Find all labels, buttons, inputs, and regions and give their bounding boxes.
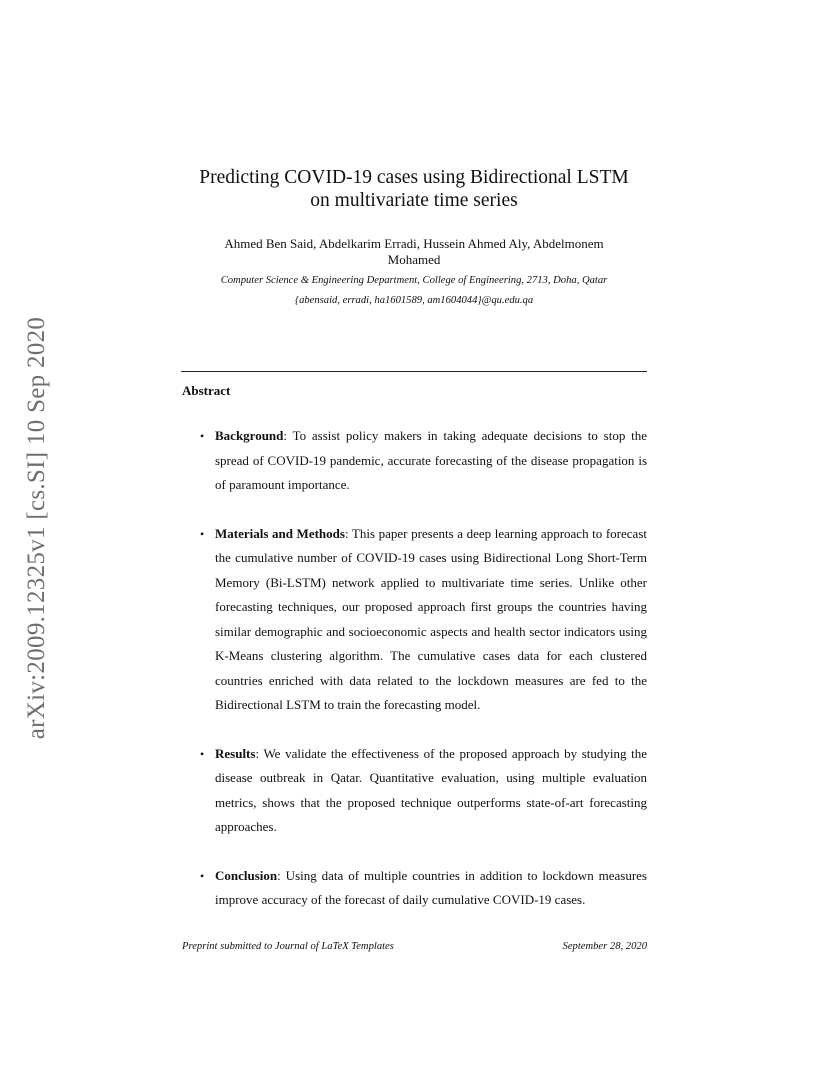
- authors-line-1: Ahmed Ben Said, Abdelkarim Erradi, Hussein Ahmed Aly, Abdelmonem: [224, 236, 604, 251]
- author-list: [182, 236, 646, 268]
- abstract-term: Materials and Methods: [215, 525, 345, 541]
- bullet-icon: •: [200, 868, 205, 883]
- abstract-item-background: [200, 424, 647, 498]
- abstract-item-methods: [200, 522, 647, 718]
- abstract-text: : This paper presents a deep learning approach to forecast the cumulative number of COVID-19 cases using Bidirectional Long Short-Term Memory (Bi-LSTM) network applied to multivariate time series. Unlike other forecasting techniques, our proposed approach first groups the countries having similar demographic and socioeconomic aspects and health sector indicators using K-Means clustering algorithm. The cumulative cases data for each clustered countries enriched with data related to the lockdown measures are fed to the Bidirectional LSTM to train the forecasting model.: [215, 525, 647, 712]
- title-line-2: on multivariate time series: [310, 190, 518, 211]
- authors-line-2: Mohamed: [387, 252, 441, 267]
- affiliation: Computer Science & Engineering Department, College of Engineering, 2713, Doha, Qatar: [220, 275, 608, 286]
- abstract-term: Results: [215, 745, 256, 761]
- header-divider: [181, 371, 647, 372]
- abstract-term: Background: [215, 428, 284, 443]
- abstract-item-conclusion: [200, 864, 647, 913]
- bullet-icon: •: [200, 526, 205, 541]
- abstract-text: : Using data of multiple countries in addition to lockdown measures improve accuracy of the forecast of daily cumulative COVID-19 cases.: [215, 867, 647, 907]
- abstract-list: [200, 424, 647, 937]
- bullet-icon: •: [200, 746, 205, 761]
- abstract-text: : To assist policy makers in taking adequate decisions to stop the spread of COVID-19 pandemic, accurate forecasting of the disease propagation is of paramount importance.: [215, 428, 647, 492]
- footer-date: September 28, 2020: [562, 941, 647, 952]
- abstract-term: Conclusion: [215, 867, 278, 883]
- title-line-1: Predicting COVID-19 cases using Bidirectional LSTM: [199, 167, 629, 188]
- abstract-text: : We validate the effectiveness of the proposed approach by studying the disease outbreak in Qatar. Quantitative evaluation, using multiple evaluation metrics, shows that the proposed technique outperforms state-of-art forecasting approaches.: [215, 745, 647, 834]
- abstract-heading: Abstract: [182, 383, 231, 398]
- paper-title: [182, 166, 646, 212]
- preprint-note: Preprint submitted to Journal of LaTeX Templates: [182, 941, 394, 952]
- arxiv-side-stamp: arXiv:2009.12325v1 [cs.SI] 10 Sep 2020: [23, 316, 50, 740]
- bullet-icon: •: [200, 429, 205, 443]
- abstract-item-results: [200, 742, 647, 840]
- author-emails: {abensaid, erradi, ha1601589, am1604044}@qu.edu.qa: [294, 295, 534, 306]
